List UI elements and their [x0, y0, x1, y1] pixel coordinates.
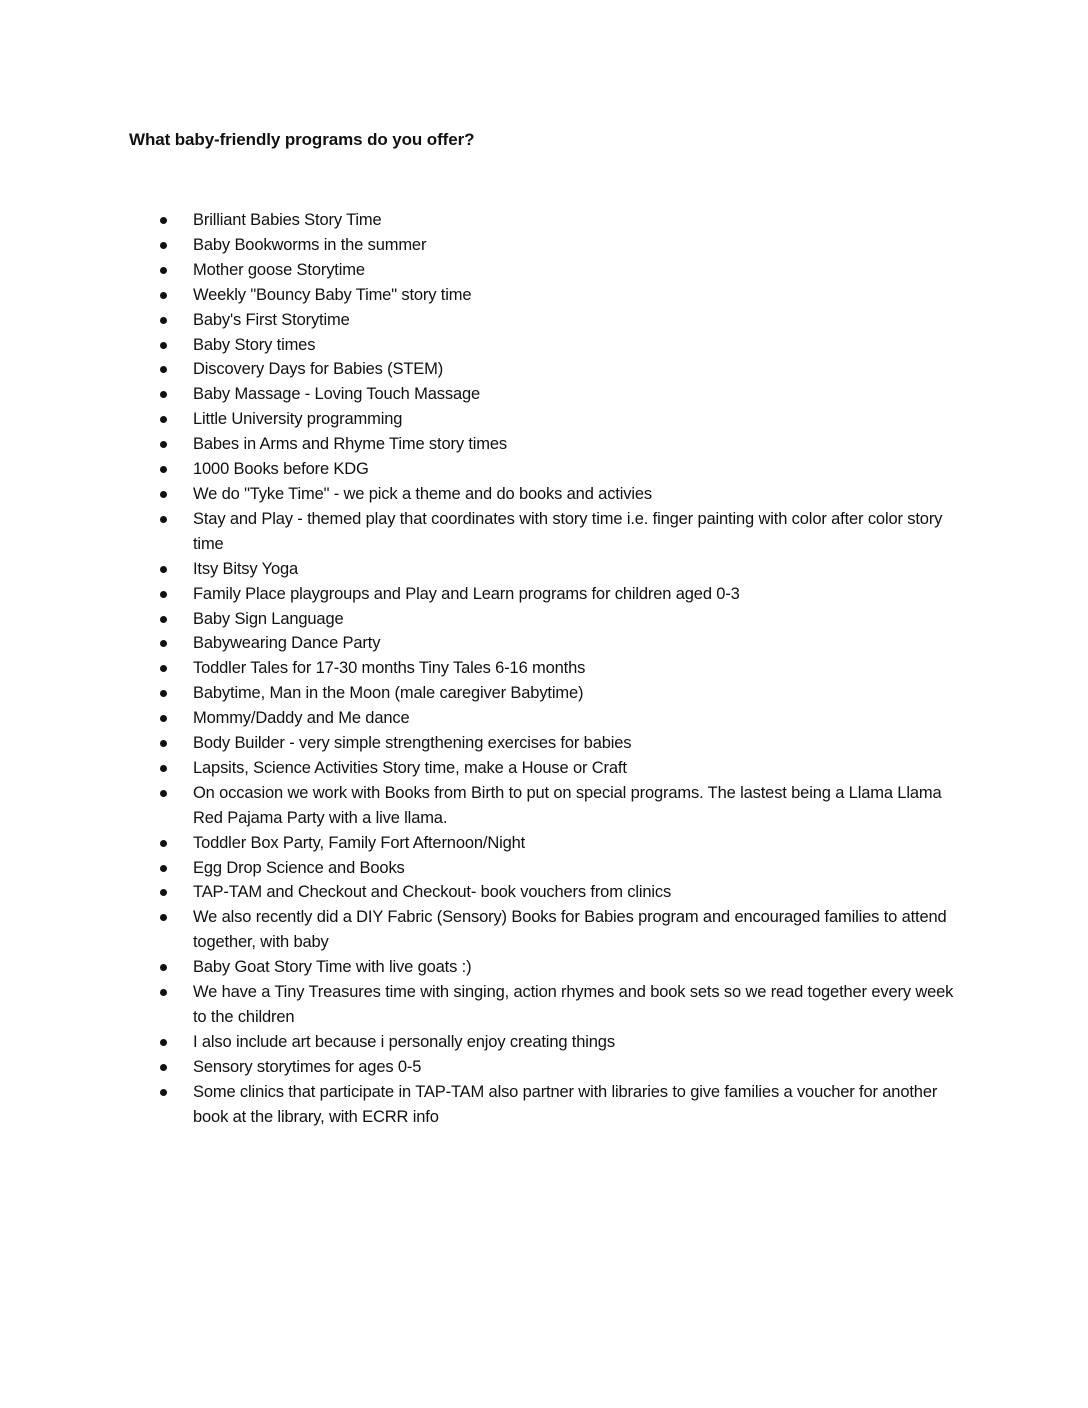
- list-item: [156, 681, 966, 706]
- bullet-icon: [160, 491, 167, 498]
- list-item: [156, 457, 966, 482]
- bullet-icon: [160, 342, 167, 349]
- bullet-icon: [160, 740, 167, 747]
- bullet-icon: [160, 1089, 167, 1096]
- list-item-text: Brilliant Babies Story Time: [193, 211, 382, 229]
- list-item: [156, 731, 966, 756]
- list-item-text: Lapsits, Science Activities Story time, make a House or Craft: [193, 758, 627, 777]
- list-item-text: Toddler Tales for 17-30 months Tiny Tales 6-16 months: [193, 659, 586, 678]
- list-item: [156, 357, 966, 382]
- list-item-text: Egg Drop Science and Books: [193, 858, 405, 877]
- bullet-icon: [160, 640, 167, 647]
- list-item-text: Mother goose Storytime: [193, 260, 365, 279]
- bullet-icon: [160, 292, 167, 299]
- list-item: [156, 1055, 966, 1080]
- list-item: [156, 607, 966, 632]
- bullet-icon: [160, 466, 167, 473]
- list-item-text: Baby Goat Story Time with live goats :): [193, 958, 472, 977]
- list-item-text: On occasion we work with Books from Birth to put on special programs. The lastest being a Llama Llama Red Pajama Party with a live llama.: [193, 783, 942, 827]
- bullet-icon: [160, 391, 167, 398]
- program-list: [156, 208, 966, 1130]
- list-item: [156, 582, 966, 607]
- bullet-icon: [160, 914, 167, 921]
- list-item-text: I also include art because i personally enjoy creating things: [193, 1032, 615, 1051]
- list-item: [156, 880, 966, 905]
- bullet-icon: [160, 566, 167, 573]
- list-item-text: Body Builder - very simple strengthening exercises for babies: [193, 734, 632, 753]
- bullet-icon: [160, 865, 167, 872]
- list-item-text: Babes in Arms and Rhyme Time story times: [193, 435, 508, 454]
- list-item-text: Babywearing Dance Party: [193, 634, 381, 653]
- bullet-icon: [160, 317, 167, 324]
- list-item-text: Mommy/Daddy and Me dance: [193, 709, 410, 728]
- list-item: [156, 905, 966, 955]
- bullet-icon: [160, 765, 167, 772]
- list-item: [156, 432, 966, 457]
- list-item-text: Some clinics that participate in TAP-TAM also partner with libraries to give families a voucher for another book at the library, with ECRR info: [193, 1082, 938, 1126]
- list-item: [156, 482, 966, 507]
- bullet-icon: [160, 889, 167, 896]
- list-item-text: Babytime, Man in the Moon (male caregiver Babytime): [193, 684, 584, 703]
- bullet-icon: [160, 1039, 167, 1046]
- bullet-icon: [160, 441, 167, 448]
- list-item-text: Toddler Box Party, Family Fort Afternoon/Night: [193, 833, 526, 852]
- list-item: [156, 258, 966, 283]
- list-item-text: Itsy Bitsy Yoga: [193, 559, 299, 578]
- list-item: [156, 781, 966, 831]
- list-item: [156, 856, 966, 881]
- list-item: [156, 382, 966, 407]
- list-item: [156, 706, 966, 731]
- bullet-icon: [160, 242, 167, 249]
- bullet-icon: [160, 516, 167, 523]
- list-item-text: Weekly "Bouncy Baby Time" story time: [193, 285, 472, 304]
- list-item: [156, 831, 966, 856]
- list-item: [156, 1030, 966, 1055]
- list-item-text: Baby's First Storytime: [193, 310, 350, 329]
- list-item: [156, 283, 966, 308]
- list-item: [156, 333, 966, 358]
- bullet-icon: [160, 989, 167, 996]
- bullet-icon: [160, 366, 167, 373]
- list-item: [156, 756, 966, 781]
- list-item-text: Stay and Play - themed play that coordinates with story time i.e. finger painting with color after color story time: [193, 509, 943, 553]
- bullet-icon: [160, 715, 167, 722]
- list-item-text: Family Place playgroups and Play and Learn programs for children aged 0-3: [193, 584, 740, 603]
- list-item: [156, 1080, 966, 1130]
- bullet-icon: [160, 1064, 167, 1071]
- bullet-icon: [160, 665, 167, 672]
- bullet-icon: [160, 267, 167, 274]
- list-item: [156, 656, 966, 681]
- bullet-icon: [160, 840, 167, 847]
- list-item: [156, 308, 966, 333]
- list-item-text: Baby Bookworms in the summer: [193, 235, 427, 254]
- bullet-icon: [160, 217, 167, 224]
- bullet-icon: [160, 690, 167, 697]
- bullet-icon: [160, 616, 167, 623]
- bullet-icon: [160, 591, 167, 598]
- list-item-text: We do "Tyke Time" - we pick a theme and do books and activies: [193, 484, 652, 503]
- list-item-text: Discovery Days for Babies (STEM): [193, 360, 444, 379]
- list-item: [156, 208, 966, 233]
- bullet-icon: [160, 416, 167, 423]
- bullet-icon: [160, 790, 167, 797]
- page-heading: What baby-friendly programs do you offer?: [129, 130, 475, 149]
- list-item-text: Baby Sign Language: [193, 609, 344, 628]
- list-item: [156, 233, 966, 258]
- list-item: [156, 631, 966, 656]
- list-item-text: Baby Story times: [193, 335, 316, 354]
- list-item-text: Baby Massage - Loving Touch Massage: [193, 385, 481, 404]
- list-item-text: 1000 Books before KDG: [193, 460, 369, 479]
- list-item-text: TAP-TAM and Checkout and Checkout- book vouchers from clinics: [193, 883, 672, 902]
- list-item: [156, 980, 966, 1030]
- list-item: [156, 557, 966, 582]
- list-item-text: We also recently did a DIY Fabric (Sensory) Books for Babies program and encouraged families to attend together, with baby: [193, 908, 947, 952]
- list-item: [156, 507, 966, 557]
- bullet-icon: [160, 964, 167, 971]
- list-item-text: We have a Tiny Treasures time with singing, action rhymes and book sets so we read together every week to the children: [193, 983, 954, 1026]
- list-item: [156, 407, 966, 432]
- list-item-text: Sensory storytimes for ages 0-5: [193, 1057, 422, 1076]
- list-item: [156, 955, 966, 980]
- list-item-text: Little University programming: [193, 410, 403, 429]
